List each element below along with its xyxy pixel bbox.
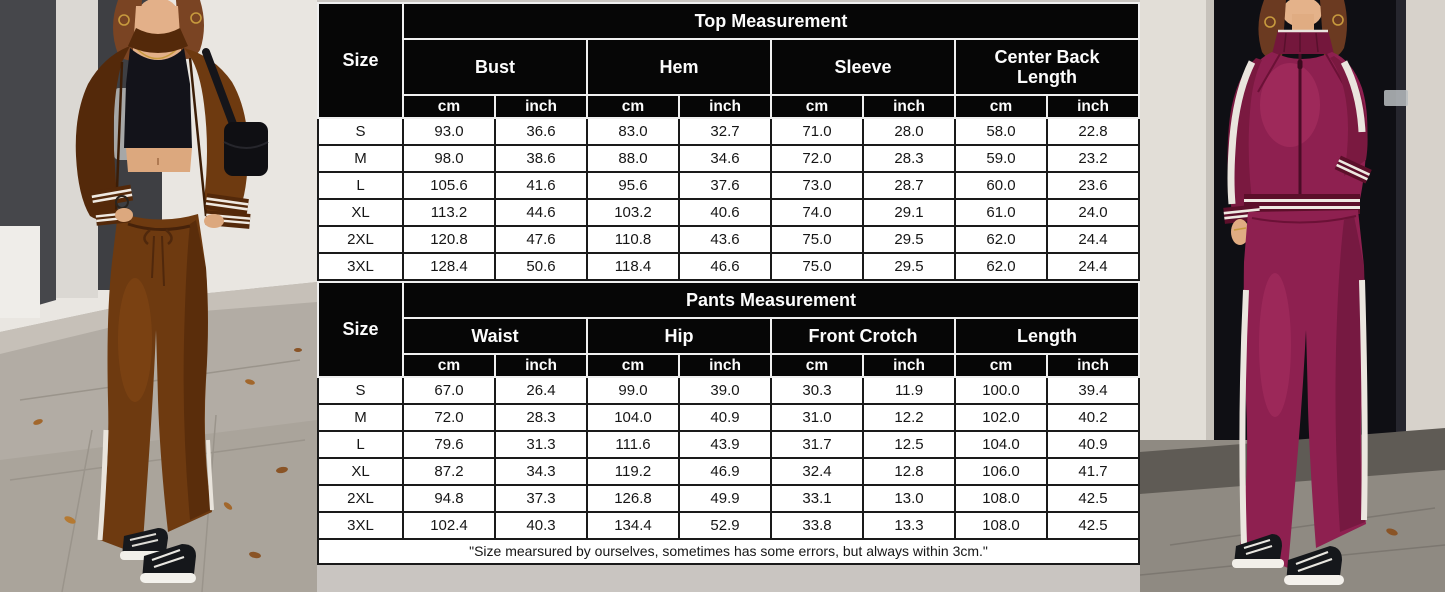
unit-header: inch bbox=[679, 354, 771, 377]
pants-measurement-table bbox=[317, 281, 1140, 540]
measurement-cell: 38.6 bbox=[495, 145, 587, 172]
size-row bbox=[318, 172, 1139, 199]
unit-header: inch bbox=[863, 354, 955, 377]
measurement-cell: 22.8 bbox=[1047, 118, 1139, 145]
size-row bbox=[318, 458, 1139, 485]
measurement-cell: 34.6 bbox=[679, 145, 771, 172]
measurement-cell: 29.1 bbox=[863, 199, 955, 226]
measurement-cell: 26.4 bbox=[495, 377, 587, 404]
column-group-header: Hem bbox=[587, 39, 771, 95]
model-photo-left bbox=[0, 0, 317, 592]
brown-tracksuit-illustration bbox=[0, 0, 317, 592]
size-row bbox=[318, 485, 1139, 512]
measurement-cell: 99.0 bbox=[587, 377, 679, 404]
measurement-cell: 108.0 bbox=[955, 485, 1047, 512]
column-group-header: Center Back Length bbox=[955, 39, 1139, 95]
measurement-cell: 24.0 bbox=[1047, 199, 1139, 226]
size-row bbox=[318, 199, 1139, 226]
measurement-cell: 13.0 bbox=[863, 485, 955, 512]
measurement-cell: 119.2 bbox=[587, 458, 679, 485]
measurement-cell: 31.0 bbox=[771, 404, 863, 431]
size-cell: M bbox=[318, 404, 403, 431]
unit-header: cm bbox=[587, 354, 679, 377]
measurement-cell: 118.4 bbox=[587, 253, 679, 280]
measurement-cell: 72.0 bbox=[771, 145, 863, 172]
size-row bbox=[318, 431, 1139, 458]
measurement-cell: 31.7 bbox=[771, 431, 863, 458]
size-cell: 2XL bbox=[318, 485, 403, 512]
size-cell: M bbox=[318, 145, 403, 172]
column-group-header: Length bbox=[955, 318, 1139, 354]
size-cell: L bbox=[318, 431, 403, 458]
size-note: "Size mearsured by ourselves, sometimes has some errors, but always within 3cm." bbox=[317, 538, 1140, 565]
measurement-cell: 28.7 bbox=[863, 172, 955, 199]
size-row bbox=[318, 512, 1139, 539]
column-group-header: Waist bbox=[403, 318, 587, 354]
measurement-cell: 111.6 bbox=[587, 431, 679, 458]
column-group-header: Sleeve bbox=[771, 39, 955, 95]
measurement-cell: 33.8 bbox=[771, 512, 863, 539]
measurement-cell: 23.6 bbox=[1047, 172, 1139, 199]
measurement-cell: 108.0 bbox=[955, 512, 1047, 539]
size-row bbox=[318, 253, 1139, 280]
measurement-cell: 73.0 bbox=[771, 172, 863, 199]
measurement-cell: 40.6 bbox=[679, 199, 771, 226]
measurement-cell: 62.0 bbox=[955, 226, 1047, 253]
measurement-cell: 106.0 bbox=[955, 458, 1047, 485]
size-cell: 2XL bbox=[318, 226, 403, 253]
size-row bbox=[318, 226, 1139, 253]
measurement-cell: 28.0 bbox=[863, 118, 955, 145]
size-column-header: Size bbox=[318, 3, 403, 118]
unit-header: inch bbox=[1047, 95, 1139, 118]
measurement-cell: 52.9 bbox=[679, 512, 771, 539]
measurement-cell: 104.0 bbox=[955, 431, 1047, 458]
measurement-cell: 134.4 bbox=[587, 512, 679, 539]
measurement-cell: 93.0 bbox=[403, 118, 495, 145]
table-title: Pants Measurement bbox=[403, 282, 1139, 318]
measurement-cell: 113.2 bbox=[403, 199, 495, 226]
measurement-cell: 23.2 bbox=[1047, 145, 1139, 172]
size-cell: XL bbox=[318, 458, 403, 485]
size-chart-panel bbox=[317, 0, 1140, 592]
measurement-cell: 13.3 bbox=[863, 512, 955, 539]
measurement-cell: 29.5 bbox=[863, 226, 955, 253]
measurement-cell: 62.0 bbox=[955, 253, 1047, 280]
measurement-cell: 71.0 bbox=[771, 118, 863, 145]
size-cell: 3XL bbox=[318, 253, 403, 280]
unit-header: inch bbox=[495, 95, 587, 118]
measurement-cell: 43.9 bbox=[679, 431, 771, 458]
measurement-cell: 24.4 bbox=[1047, 226, 1139, 253]
measurement-cell: 75.0 bbox=[771, 253, 863, 280]
measurement-cell: 75.0 bbox=[771, 226, 863, 253]
measurement-cell: 30.3 bbox=[771, 377, 863, 404]
size-cell: S bbox=[318, 377, 403, 404]
measurement-cell: 11.9 bbox=[863, 377, 955, 404]
measurement-cell: 46.6 bbox=[679, 253, 771, 280]
unit-header: inch bbox=[495, 354, 587, 377]
unit-header: inch bbox=[679, 95, 771, 118]
size-column-header: Size bbox=[318, 282, 403, 377]
measurement-cell: 12.5 bbox=[863, 431, 955, 458]
size-row bbox=[318, 377, 1139, 404]
column-group-header: Hip bbox=[587, 318, 771, 354]
measurement-cell: 87.2 bbox=[403, 458, 495, 485]
unit-header: inch bbox=[863, 95, 955, 118]
unit-header: cm bbox=[771, 95, 863, 118]
measurement-cell: 44.6 bbox=[495, 199, 587, 226]
measurement-cell: 37.6 bbox=[679, 172, 771, 199]
measurement-cell: 43.6 bbox=[679, 226, 771, 253]
unit-header: cm bbox=[587, 95, 679, 118]
measurement-cell: 34.3 bbox=[495, 458, 587, 485]
size-cell: XL bbox=[318, 199, 403, 226]
size-row bbox=[318, 404, 1139, 431]
measurement-cell: 102.0 bbox=[955, 404, 1047, 431]
measurement-cell: 74.0 bbox=[771, 199, 863, 226]
size-cell: S bbox=[318, 118, 403, 145]
measurement-cell: 40.9 bbox=[1047, 431, 1139, 458]
measurement-cell: 95.6 bbox=[587, 172, 679, 199]
measurement-cell: 110.8 bbox=[587, 226, 679, 253]
table-title: Top Measurement bbox=[403, 3, 1139, 39]
measurement-cell: 12.8 bbox=[863, 458, 955, 485]
measurement-cell: 49.9 bbox=[679, 485, 771, 512]
measurement-cell: 126.8 bbox=[587, 485, 679, 512]
measurement-cell: 28.3 bbox=[863, 145, 955, 172]
column-group-header: Bust bbox=[403, 39, 587, 95]
measurement-cell: 29.5 bbox=[863, 253, 955, 280]
measurement-cell: 61.0 bbox=[955, 199, 1047, 226]
measurement-cell: 128.4 bbox=[403, 253, 495, 280]
measurement-cell: 32.4 bbox=[771, 458, 863, 485]
measurement-cell: 41.7 bbox=[1047, 458, 1139, 485]
measurement-cell: 58.0 bbox=[955, 118, 1047, 145]
unit-header: cm bbox=[403, 95, 495, 118]
measurement-cell: 105.6 bbox=[403, 172, 495, 199]
measurement-cell: 100.0 bbox=[955, 377, 1047, 404]
measurement-cell: 50.6 bbox=[495, 253, 587, 280]
measurement-cell: 83.0 bbox=[587, 118, 679, 145]
size-cell: L bbox=[318, 172, 403, 199]
measurement-cell: 40.3 bbox=[495, 512, 587, 539]
measurement-cell: 120.8 bbox=[403, 226, 495, 253]
measurement-cell: 37.3 bbox=[495, 485, 587, 512]
measurement-cell: 33.1 bbox=[771, 485, 863, 512]
measurement-cell: 31.3 bbox=[495, 431, 587, 458]
measurement-cell: 60.0 bbox=[955, 172, 1047, 199]
measurement-cell: 40.9 bbox=[679, 404, 771, 431]
measurement-cell: 28.3 bbox=[495, 404, 587, 431]
measurement-cell: 72.0 bbox=[403, 404, 495, 431]
unit-header: cm bbox=[771, 354, 863, 377]
measurement-cell: 39.4 bbox=[1047, 377, 1139, 404]
unit-header: inch bbox=[1047, 354, 1139, 377]
measurement-cell: 32.7 bbox=[679, 118, 771, 145]
measurement-cell: 36.6 bbox=[495, 118, 587, 145]
measurement-cell: 67.0 bbox=[403, 377, 495, 404]
measurement-cell: 103.2 bbox=[587, 199, 679, 226]
measurement-cell: 47.6 bbox=[495, 226, 587, 253]
measurement-cell: 40.2 bbox=[1047, 404, 1139, 431]
measurement-cell: 59.0 bbox=[955, 145, 1047, 172]
measurement-cell: 42.5 bbox=[1047, 485, 1139, 512]
measurement-cell: 46.9 bbox=[679, 458, 771, 485]
size-row bbox=[318, 118, 1139, 145]
size-cell: 3XL bbox=[318, 512, 403, 539]
unit-header: cm bbox=[403, 354, 495, 377]
measurement-cell: 41.6 bbox=[495, 172, 587, 199]
measurement-cell: 102.4 bbox=[403, 512, 495, 539]
magenta-tracksuit-illustration bbox=[1140, 0, 1445, 592]
measurement-cell: 94.8 bbox=[403, 485, 495, 512]
measurement-cell: 12.2 bbox=[863, 404, 955, 431]
measurement-cell: 39.0 bbox=[679, 377, 771, 404]
measurement-cell: 98.0 bbox=[403, 145, 495, 172]
measurement-cell: 79.6 bbox=[403, 431, 495, 458]
unit-header: cm bbox=[955, 95, 1047, 118]
column-group-header: Front Crotch bbox=[771, 318, 955, 354]
size-row bbox=[318, 145, 1139, 172]
measurement-cell: 24.4 bbox=[1047, 253, 1139, 280]
top-measurement-table bbox=[317, 2, 1140, 281]
unit-header: cm bbox=[955, 354, 1047, 377]
measurement-cell: 88.0 bbox=[587, 145, 679, 172]
model-photo-right bbox=[1140, 0, 1445, 592]
measurement-cell: 104.0 bbox=[587, 404, 679, 431]
measurement-cell: 42.5 bbox=[1047, 512, 1139, 539]
